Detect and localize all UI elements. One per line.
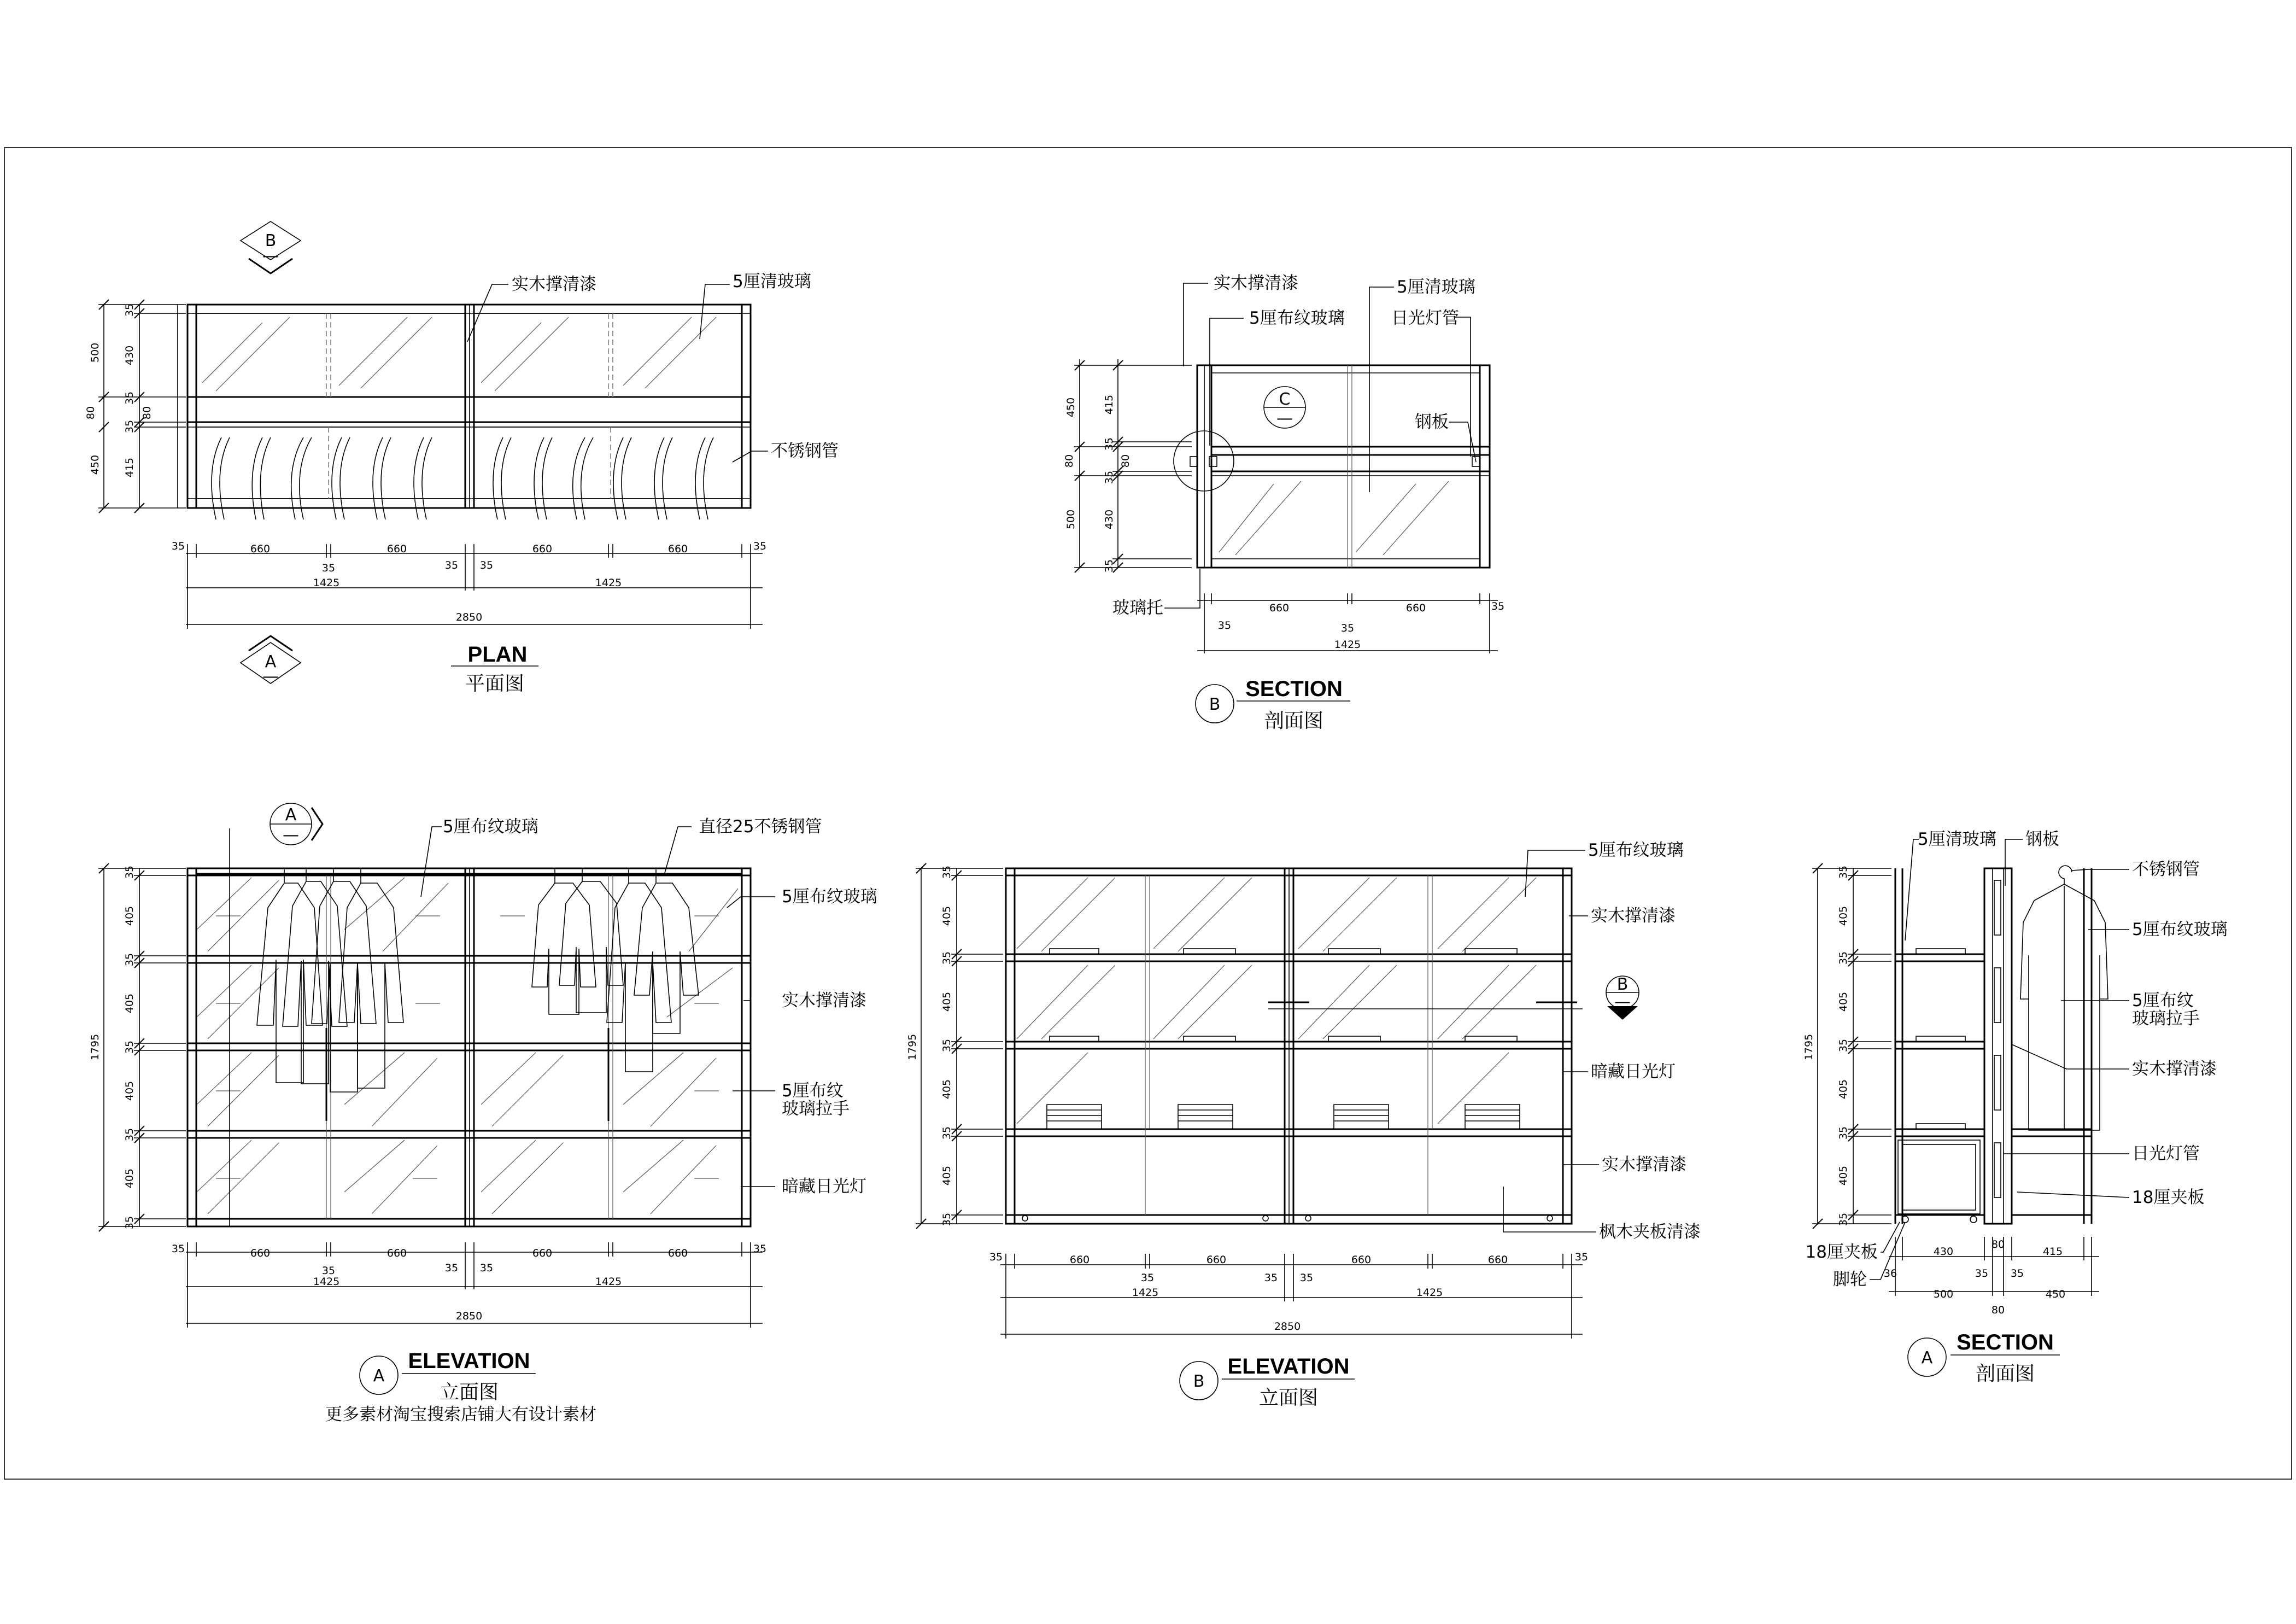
plan-dim-b-35-a: 35 <box>321 562 336 574</box>
svg-text:—: — <box>283 826 299 845</box>
sa-dim-7: 405 <box>1837 1165 1849 1186</box>
plan-label-glass: 5厘清玻璃 <box>733 272 811 291</box>
svg-text:C: C <box>1279 390 1291 409</box>
plan-dim-1425-l: 1425 <box>313 577 340 589</box>
plan-dim-430: 430 <box>124 345 136 366</box>
plan-dim-1425-r: 1425 <box>595 577 622 589</box>
plan-dim-b-35-b: 35 <box>444 559 459 571</box>
sa-title: SECTION <box>1957 1330 2054 1354</box>
sb-dim-80-inner: 80 <box>1120 454 1132 468</box>
sa-dim-b-36: 36 <box>1883 1267 1897 1280</box>
sa-dim-6: 35 <box>1837 1126 1849 1140</box>
ea-dim-b-35-l: 35 <box>171 1243 185 1255</box>
ea-label-glass-2: 5厘布纹玻璃 <box>782 887 877 907</box>
eb-dim-5: 405 <box>941 1079 953 1100</box>
ea-dim-b-35-b: 35 <box>444 1262 459 1274</box>
sb-dim-35-c: 35 <box>1103 559 1115 573</box>
eb-dim-2: 35 <box>941 951 953 965</box>
plan-dim-b-660-4: 660 <box>667 543 688 555</box>
ea-dim-6: 35 <box>124 1128 136 1142</box>
eb-title: ELEVATION <box>1227 1354 1350 1378</box>
plan-dim-b-660-1: 660 <box>250 543 271 555</box>
ea-dim-1: 405 <box>124 906 136 926</box>
eb-dim-4: 35 <box>941 1038 953 1053</box>
sa-label-plywood-l: 18厘夹板 <box>1805 1242 1878 1262</box>
sb-dim-500: 500 <box>1065 509 1077 530</box>
sb-dim-b-35-r: 35 <box>1491 600 1505 612</box>
plan-dim-2850: 2850 <box>455 611 483 623</box>
ea-label-glass-1: 5厘布纹玻璃 <box>443 817 538 837</box>
sa-label-handle-2: 玻璃拉手 <box>2132 1009 2200 1029</box>
sb-dim-450: 450 <box>1065 397 1077 418</box>
svg-text:—: — <box>1276 409 1293 428</box>
sa-label-light: 日光灯管 <box>2132 1144 2200 1164</box>
sb-label-fluorescent: 日光灯管 <box>1391 308 1459 328</box>
elevation-a-view <box>89 803 877 1424</box>
sb-dim-b-660-1: 660 <box>1269 602 1290 614</box>
plan-dim-b-35-c: 35 <box>479 559 494 571</box>
eb-dim-7: 405 <box>941 1165 953 1186</box>
plan-dim-80-inner: 80 <box>141 406 153 420</box>
sb-title: SECTION <box>1245 677 1343 701</box>
sa-dim-2: 35 <box>1837 951 1849 965</box>
plan-label-wood: 实木撑清漆 <box>512 274 596 294</box>
ea-dim-b-35-a: 35 <box>321 1265 336 1277</box>
ea-tag: A <box>373 1366 385 1386</box>
sa-label-caster: 脚轮 <box>1833 1270 1867 1289</box>
sa-dim-8: 35 <box>1837 1212 1849 1226</box>
ea-dim-7: 405 <box>124 1168 136 1189</box>
section-b-view <box>1063 273 1504 732</box>
eb-dim-b-660-3: 660 <box>1351 1254 1372 1266</box>
sb-label-patterned-glass: 5厘布纹玻璃 <box>1249 308 1345 328</box>
plan-subtitle: 平面图 <box>465 673 525 695</box>
sa-dim-3: 405 <box>1837 991 1849 1012</box>
sa-dim-b-450: 450 <box>2045 1288 2066 1300</box>
ea-dim-4: 35 <box>124 1040 136 1054</box>
ea-title: ELEVATION <box>408 1349 530 1373</box>
plan-dim-b-35-r: 35 <box>753 540 767 552</box>
ea-label-wood: 实木撑清漆 <box>782 991 866 1010</box>
plan-dim-35-low: 35 <box>124 419 136 434</box>
sa-label-handle-1: 5厘布纹 <box>2132 991 2194 1010</box>
svg-text:—: — <box>1614 992 1631 1012</box>
svg-text:A: A <box>265 652 277 671</box>
section-a-view <box>1803 829 2228 1385</box>
ea-dim-b-660-3: 660 <box>532 1247 553 1259</box>
ea-label-handle-2: 玻璃拉手 <box>782 1099 850 1119</box>
sa-dim-4: 35 <box>1837 1038 1849 1053</box>
sb-dim-415: 415 <box>1103 394 1115 415</box>
eb-dim-total: 1795 <box>906 1033 918 1061</box>
elevation-b-marker <box>1606 975 1639 1020</box>
plan-dim-35-mid: 35 <box>124 391 136 405</box>
eb-label-glass: 5厘布纹玻璃 <box>1588 840 1684 860</box>
ea-dim-5: 405 <box>124 1080 136 1101</box>
sb-label-wood: 实木撑清漆 <box>1214 273 1298 293</box>
sa-label-steel-tube: 不锈钢管 <box>2132 860 2200 879</box>
sa-dim-b-80-2: 80 <box>1991 1304 2005 1316</box>
plan-dim-415: 415 <box>124 457 136 478</box>
plan-label-steel: 不锈钢管 <box>771 441 839 461</box>
sb-dim-430: 430 <box>1103 509 1115 530</box>
eb-dim-8: 35 <box>941 1212 953 1226</box>
eb-subtitle: 立面图 <box>1258 1387 1319 1409</box>
eb-dim-b-660-1: 660 <box>1069 1254 1090 1266</box>
eb-label-maple: 枫木夹板清漆 <box>1599 1222 1701 1242</box>
sb-label-steel-plate: 钢板 <box>1415 412 1449 432</box>
ea-dim-b-1425-r: 1425 <box>595 1276 622 1288</box>
svg-text:—: — <box>262 247 279 266</box>
ea-dim-0: 35 <box>124 865 136 879</box>
sa-dim-b-80: 80 <box>1991 1239 2005 1251</box>
sb-dim-b-35-m: 35 <box>1340 622 1355 634</box>
sb-dim-b-1425: 1425 <box>1334 639 1361 651</box>
sa-dim-total: 1795 <box>1803 1033 1815 1061</box>
ea-dim-b-2850: 2850 <box>455 1310 483 1322</box>
sb-tag: B <box>1209 695 1221 714</box>
plan-dim-35-top: 35 <box>124 303 136 317</box>
ea-label-steel-tube: 直径25不锈钢管 <box>699 817 822 837</box>
eb-tag: B <box>1193 1372 1205 1391</box>
eb-dim-b-1425-l: 1425 <box>1132 1287 1159 1299</box>
sb-dim-80-outer: 80 <box>1063 454 1075 468</box>
sb-subtitle: 剖面图 <box>1264 710 1324 732</box>
ea-label-light: 暗藏日光灯 <box>782 1177 866 1196</box>
sb-dim-b-35-l: 35 <box>1217 620 1232 632</box>
sb-dim-35-b: 35 <box>1103 470 1115 484</box>
eb-dim-1: 405 <box>941 906 953 926</box>
sa-label-clear-glass: 5厘清玻璃 <box>1918 829 1996 849</box>
plan-marker-b <box>241 221 301 273</box>
sa-label-wood: 实木撑清漆 <box>2132 1059 2217 1079</box>
sa-dim-b-415: 415 <box>2042 1246 2063 1258</box>
eb-dim-b-35-l: 35 <box>989 1251 1003 1263</box>
eb-dim-3: 405 <box>941 991 953 1012</box>
ea-dim-b-660-4: 660 <box>667 1247 688 1259</box>
sa-dim-0: 35 <box>1837 865 1849 879</box>
plan-dim-80-outer: 80 <box>85 406 97 420</box>
svg-text:B: B <box>1616 975 1629 994</box>
svg-text:A: A <box>285 805 297 825</box>
eb-dim-b-35-r: 35 <box>1574 1251 1589 1263</box>
eb-label-light: 暗藏日光灯 <box>1591 1062 1676 1082</box>
sa-label-patterned-glass: 5厘布纹玻璃 <box>2132 920 2228 939</box>
section-b-marker-c <box>1264 387 1305 428</box>
ea-dim-b-35-c: 35 <box>479 1262 494 1274</box>
sb-dim-35-a: 35 <box>1103 437 1115 451</box>
sb-label-clear-glass: 5厘清玻璃 <box>1397 277 1475 297</box>
ea-dim-b-660-2: 660 <box>386 1247 407 1259</box>
sa-dim-b-35-b: 35 <box>2010 1267 2024 1280</box>
sb-label-glass-holder: 玻璃托 <box>1112 598 1163 618</box>
ea-dim-total: 1795 <box>89 1033 101 1061</box>
sa-dim-b-500: 500 <box>1933 1288 1954 1300</box>
eb-dim-6: 35 <box>941 1126 953 1140</box>
sa-dim-b-35-a: 35 <box>1975 1267 1989 1280</box>
plan-title: PLAN <box>467 642 528 667</box>
eb-dim-b-35-c: 35 <box>1299 1272 1314 1284</box>
ea-note: 更多素材淘宝搜索店铺大有设计素材 <box>325 1405 596 1424</box>
svg-text:B: B <box>265 231 277 250</box>
eb-label-wood-2: 实木撑清漆 <box>1602 1155 1686 1175</box>
eb-dim-b-660-2: 660 <box>1206 1254 1227 1266</box>
eb-dim-b-2850: 2850 <box>1274 1321 1301 1333</box>
ea-dim-8: 35 <box>124 1216 136 1230</box>
sa-tag: A <box>1921 1348 1933 1368</box>
elevation-a-marker <box>270 803 323 845</box>
svg-text:—: — <box>262 667 279 686</box>
eb-label-wood-1: 实木撑清漆 <box>1591 906 1676 926</box>
ea-label-handle-1: 5厘布纹 <box>782 1081 844 1101</box>
sa-dim-1: 405 <box>1837 906 1849 926</box>
sa-dim-b-430: 430 <box>1933 1246 1954 1258</box>
sa-dim-5: 405 <box>1837 1079 1849 1100</box>
plan-view <box>85 221 839 695</box>
sa-label-steel-plate: 钢板 <box>2025 829 2059 849</box>
eb-dim-0: 35 <box>941 865 953 879</box>
plan-dim-500: 500 <box>89 342 101 363</box>
plan-dim-b-660-3: 660 <box>532 543 553 555</box>
plan-dim-450: 450 <box>89 454 101 475</box>
ea-dim-b-660-1: 660 <box>250 1247 271 1259</box>
ea-dim-b-1425-l: 1425 <box>313 1276 340 1288</box>
ea-dim-3: 405 <box>124 993 136 1014</box>
elevation-b-view <box>906 840 1701 1409</box>
sa-label-plywood-r: 18厘夹板 <box>2132 1188 2205 1207</box>
eb-dim-b-1425-r: 1425 <box>1416 1287 1443 1299</box>
plan-marker-a <box>241 636 301 686</box>
plan-dim-b-660-2: 660 <box>386 543 407 555</box>
ea-dim-2: 35 <box>124 953 136 967</box>
sa-subtitle: 剖面图 <box>1975 1363 2035 1385</box>
ea-subtitle: 立面图 <box>439 1381 499 1404</box>
eb-dim-b-35-a: 35 <box>1140 1272 1155 1284</box>
sb-dim-b-660-2: 660 <box>1405 602 1426 614</box>
eb-dim-b-35-b: 35 <box>1264 1272 1278 1284</box>
ea-dim-b-35-r: 35 <box>753 1243 767 1255</box>
plan-dim-b-35-l: 35 <box>171 540 185 552</box>
eb-dim-b-660-4: 660 <box>1487 1254 1508 1266</box>
